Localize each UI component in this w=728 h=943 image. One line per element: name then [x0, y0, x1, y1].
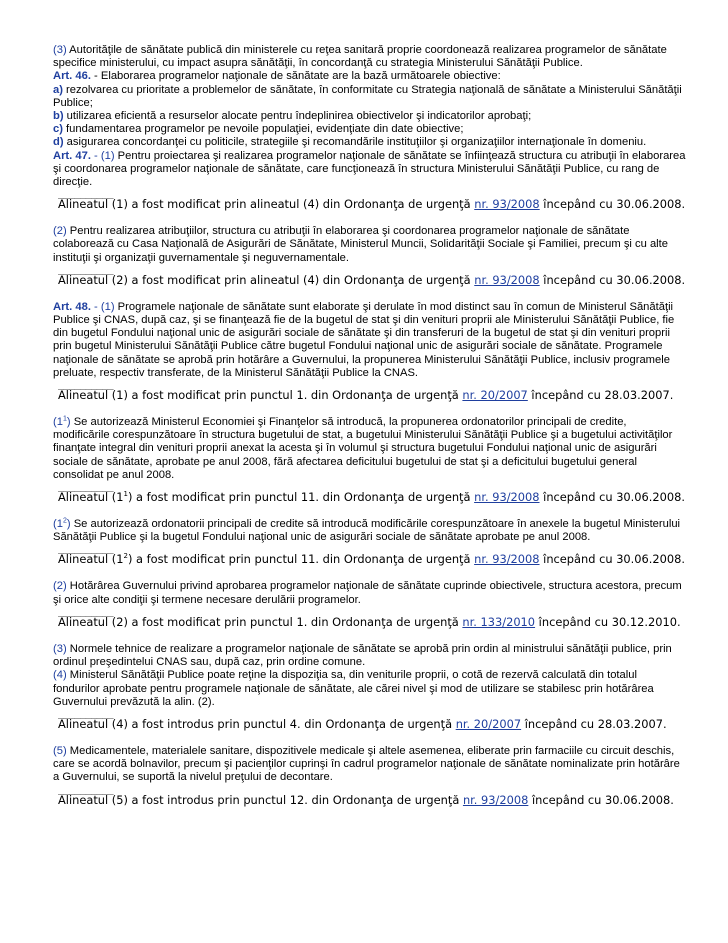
paragraph-alin-3b — [44, 643, 686, 669]
note-separator: __________ — [58, 188, 114, 200]
paragraph-text: Se autorizează Ministerul Economiei şi Finanţelor să introducă, la propunerea ordonatorilor principali de credite, modificările corespunzătoare în structura bugetului de stat, a bugetului Ministerului Sănătăţii Publice şi a bugetului activităţilor finanţate integral din venituri proprii anexat la acesta şi în volumul şi structura bugetului Fondului naţional unic de asigurări sociale de sănătate, aprobate pe anul 2008, fără afectarea deficitului bugetului de stat şi a deficitului bugetului general consolidat pe anul 2008. — [53, 416, 673, 481]
paragraph-text: Ministerul Sănătăţii Publice poate reţine la dispoziţia sa, din veniturile proprii, o cotă de rezervă calculată din totalul fondurilor aprobate pentru programele naţionale de sănătate, ale cărei nivel şi mod de utilizare se stabilesc prin hotărârea Guvernului prevăzută la alin. (2). — [53, 669, 654, 708]
ordinance-link[interactable]: nr. 93/2008 — [474, 272, 540, 287]
article-46-item-b — [44, 110, 686, 123]
article-text: - Elaborarea programelor naţionale de sănătate are la bază următoarele obiective: — [90, 70, 501, 83]
alin-number: (1) — [100, 149, 115, 162]
note-text: Alineatul (1 — [58, 490, 124, 505]
note-text-end: începând cu 30.06.2008. — [528, 792, 674, 807]
note-text-end: începând cu 28.03.2007. — [527, 388, 674, 403]
alin-number: (5) — [53, 744, 67, 757]
alin-number: $(1^1)$ — [53, 415, 71, 429]
article-separator: - — [90, 300, 101, 313]
article-label: Art. 48. — [53, 300, 91, 313]
paragraph-text: Normele tehnice de realizare a programelor naţionale de sănătate se aprobă prin ordin al ministrului sănătăţii publice, prin ordinul preşedintelui CNAS sau, după caz, prin ordine comune. — [53, 642, 672, 669]
amendment-note-7 — [58, 709, 686, 731]
article-46-intro — [44, 70, 686, 83]
article-46-item-c — [44, 123, 686, 136]
note-text: Alineatul (2) a fost modificat prin alineatul (4) din Ordonanţa de urgenţă — [58, 272, 475, 287]
item-text: utilizarea eficientă a resurselor alocate pentru îndeplinirea obiectivelor şi indicatorilor aprobaţi; — [63, 110, 532, 123]
note-separator: __________ — [58, 605, 114, 617]
note-separator: __________ — [58, 543, 114, 555]
note-separator: __________ — [58, 379, 114, 391]
ordinance-link[interactable]: nr. 93/2008 — [474, 197, 540, 212]
document-page — [44, 44, 686, 807]
paragraph-alin-2 — [44, 225, 686, 265]
paragraph-text: Autorităţile de sănătate publică din ministerele cu reţea sanitară proprie coordonează realizarea programelor de sănătate specifice ministerului, cu impact asupra sănătăţii, în concordanţă cu strategia Ministerului Sănătăţii Publice. — [53, 44, 667, 70]
paragraph-alin-5 — [44, 745, 686, 785]
note-text-end: începând cu 30.06.2008. — [539, 272, 686, 287]
alin-number: (2) — [53, 580, 67, 593]
alin-number: (3) — [53, 44, 67, 56]
item-text: fundamentarea programelor pe nevoile populaţiei, evidenţiate din date obiective; — [62, 123, 464, 136]
ordinance-link[interactable]: nr. 133/2010 — [462, 614, 536, 629]
item-text: rezolvarea cu prioritate a problemelor de sănătate, în conformitate cu Strategia naţională de sănătate a Ministerului Sănătăţii Publice; — [53, 83, 682, 109]
amendment-note-3 — [58, 380, 686, 402]
note-text: Alineatul (1) a fost modificat prin punctul 1. din Ordonanţa de urgenţă — [58, 388, 463, 403]
article-label: Art. 47. — [53, 149, 91, 162]
item-letter: c) — [53, 123, 63, 136]
note-text-end: începând cu 30.06.2008. — [539, 552, 686, 567]
article-47-alin-1 — [44, 150, 686, 190]
note-text: Alineatul (1 — [58, 552, 124, 567]
paragraph-text: Pentru proiectarea şi realizarea programelor naţionale de sănătate se înfiinţează structura cu atribuţii în elaborarea şi coordonarea programelor naţionale de sănătate, care funcţionează în structura Ministerului Sănătăţii Publice, cu rang de direcţie. — [53, 149, 686, 189]
alin-number: (2) — [53, 225, 67, 238]
note-separator: __________ — [58, 481, 114, 493]
article-48-alin-1 — [44, 301, 686, 380]
amendment-note-1 — [58, 189, 686, 211]
paragraph-text: Programele naţionale de sănătate sunt elaborate şi derulate în mod distinct sau în comun de Ministerul Sănătăţii Publice şi CNAS, după caz, şi se finanţează fie de la bugetul de stat şi din venituri proprii ale Ministerului Sănătăţii Publice, fie din bugetul Fondului naţional unic de asigurări sociale de sănătate şi din transferuri de la bugetul de stat şi din venituri proprii prin bugetul Ministerului Sănătăţii Publice către bugetul Fondului naţional unic de asigurări sociale de sănătate. Programele naţionale de sănătate se aprobă prin hotărâre a Guvernului, la propunerea Ministerului Sănătăţii Publice, inclusiv programele preluate, respectiv transferate, de la Ministerul Sănătăţii Publice la CNAS. — [53, 300, 675, 379]
note-text: Alineatul (1) a fost modificat prin alineatul (4) din Ordonanţa de urgenţă — [58, 197, 475, 212]
note-text: Alineatul (4) a fost introdus prin punctul 4. din Ordonanţa de urgenţă — [58, 716, 456, 731]
alin-number: (1) — [100, 300, 115, 313]
ordinance-link[interactable]: nr. 20/2007 — [455, 716, 522, 731]
ordinance-link[interactable]: nr. 93/2008 — [474, 552, 540, 567]
alin-number: (3) — [53, 642, 67, 655]
paragraph-alin-2b — [44, 580, 686, 606]
ordinance-link[interactable]: nr. 93/2008 — [474, 490, 540, 505]
alin-number: (4) — [53, 669, 67, 682]
note-text-end: începând cu 30.06.2008. — [539, 490, 686, 505]
paragraph-text: Pentru realizarea atribuţiilor, structura cu atribuţii în elaborarea şi coordonarea programelor naţionale de sănătate colaborează cu Casa Naţională de Asigurări de Sănătate, Ministerul Muncii, Solidarităţii Sociale şi Familiei, precum şi cu alte instituţii şi organizaţii guvernamentale şi neguvernamentale. — [53, 225, 668, 264]
amendment-note-4: __________ Alineatul $(1^1)$ a fost modificat prin punctul 11. din Ordonanţa de urgenţă nr. 93/2008 începând cu 30.06.2008. — [58, 481, 686, 505]
note-text: Alineatul (2) a fost modificat prin punctul 1. din Ordonanţa de urgenţă — [58, 614, 463, 629]
paragraph-text: Se autorizează ordonatorii principali de credite să introducă modificările corespunzătoare în anexele la bugetul Ministerului Sănătăţii Publice şi la bugetul Fondului naţional unic de asigurări sociale de sănătate aprobate pe anul 2008. — [53, 518, 681, 544]
paragraph-alin-1-2 — [44, 518, 686, 544]
item-letter: a) — [53, 83, 63, 96]
note-text-end: începând cu 30.12.2010. — [535, 614, 681, 629]
item-letter: b) — [53, 110, 64, 123]
article-46-item-d — [44, 136, 686, 149]
paragraph-alin-4 — [44, 669, 686, 709]
ordinance-link[interactable]: nr. 93/2008 — [462, 792, 529, 807]
item-letter: d) — [53, 136, 64, 149]
amendment-note-5: __________ Alineatul $(1^2)$ a fost modificat prin punctul 11. din Ordonanţa de urgenţă nr. 93/2008 începând cu 30.06.2008. — [58, 543, 686, 567]
ordinance-link[interactable]: nr. 20/2007 — [462, 388, 528, 403]
note-separator: __________ — [58, 707, 114, 719]
note-text-end: începând cu 28.03.2007. — [521, 716, 667, 731]
amendment-note-2 — [58, 265, 686, 287]
paragraph-alin-3 — [44, 44, 686, 70]
paragraph-text: Medicamentele, materialele sanitare, dispozitivele medicale şi altele asemenea, eliberate prin farmaciile cu circuit deschis, care se acordă bolnavilor, precum şi pacienţilor cuprinşi în cadrul programelor naţionale de sănătate nominalizate prin hotărâre a Guvernului, se suportă la nivelul preţului de decontare. — [53, 744, 680, 784]
amendment-note-8 — [58, 785, 686, 807]
note-text: Alineatul (5) a fost introdus prin punctul 12. din Ordonanţa de urgenţă — [58, 792, 463, 807]
note-separator: __________ — [58, 263, 114, 275]
note-separator: __________ — [58, 783, 114, 795]
paragraph-alin-1-1 — [44, 416, 686, 482]
paragraph-text: Hotărârea Guvernului privind aprobarea programelor naţionale de sănătate cuprinde obiectivele, structura acestora, precum şi orice alte condiţii şi termene necesare derulării programelor. — [53, 580, 682, 606]
alin-number: $(1^2)$ — [53, 517, 71, 531]
article-label: Art. 46. — [53, 70, 91, 83]
article-46-item-a — [44, 84, 686, 110]
item-text: asigurarea concordanţei cu politicile, strategiile şi recomandările instituţiilor şi organizaţiilor internaţionale în domeniu. — [63, 136, 647, 149]
note-text-end: începând cu 30.06.2008. — [539, 197, 686, 212]
article-separator: - — [90, 149, 101, 162]
amendment-note-6 — [58, 607, 686, 629]
